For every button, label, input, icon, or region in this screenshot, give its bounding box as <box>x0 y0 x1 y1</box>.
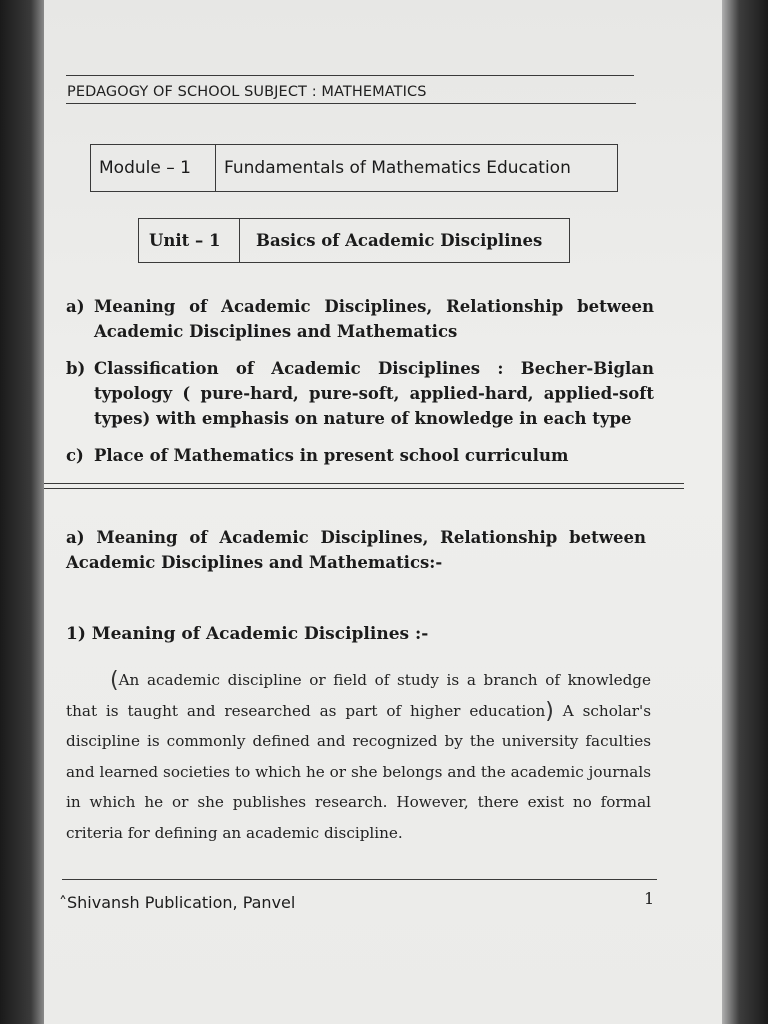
module-label: Module – 1 <box>99 158 191 178</box>
topic-text: Classification of Academic Disciplines : Becher-Biglan typology ( pure-hard, pure-soft, applied-hard, applied-soft types) with emphasis on nature of knowledge in each type <box>94 359 654 428</box>
topic-item <box>66 356 654 431</box>
section-divider-bottom <box>44 488 684 489</box>
paragraph-text-part1: An academic discipline or field of study is a branch of knowledge that is taught and researched as part of higher education <box>66 671 651 720</box>
header-title: PEDAGOGY OF SCHOOL SUBJECT : MATHEMATICS <box>67 84 427 100</box>
topic-marker: a) <box>66 297 85 316</box>
footer-rule <box>62 879 657 880</box>
topic-item <box>66 294 654 344</box>
header-bottom-rule <box>66 103 636 104</box>
unit-title: Basics of Academic Disciplines <box>239 219 569 262</box>
page-number: 1 <box>644 889 655 908</box>
document-page <box>44 0 722 1024</box>
section-divider-top <box>44 483 684 484</box>
topic-marker: b) <box>66 359 86 378</box>
paragraph-text-part2: A scholar's discipline is commonly defined and recognized by the university faculties and learned societies to which he or she belongs and the academic journals in which he or she publishes research. However, there exist no formal criteria for defining an academic discipline. <box>66 701 651 842</box>
header-top-rule <box>66 75 634 76</box>
body-paragraph <box>66 665 651 848</box>
topic-item <box>66 443 654 468</box>
subsection-heading: 1) Meaning of Academic Disciplines :- <box>66 624 429 644</box>
module-title: Fundamentals of Mathematics Education <box>215 145 617 191</box>
unit-label: Unit – 1 <box>149 231 221 250</box>
handwritten-close-bracket: ) <box>545 698 554 724</box>
topic-text: Place of Mathematics in present school curriculum <box>94 446 569 465</box>
topic-list <box>66 294 654 480</box>
section-heading: a) Meaning of Academic Disciplines, Relationship between Academic Disciplines and Mathematics:- <box>66 528 646 572</box>
publisher-name: ˄Shivansh Publication, Panvel <box>59 893 296 912</box>
scan-left-edge <box>0 0 44 1024</box>
scan-right-edge <box>720 0 768 1024</box>
module-box <box>90 144 618 192</box>
unit-box <box>138 218 570 263</box>
handwritten-open-bracket: ( <box>110 668 119 693</box>
topic-text: Meaning of Academic Disciplines, Relationship between Academic Disciplines and Mathematics <box>94 297 654 341</box>
topic-marker: c) <box>66 446 84 465</box>
